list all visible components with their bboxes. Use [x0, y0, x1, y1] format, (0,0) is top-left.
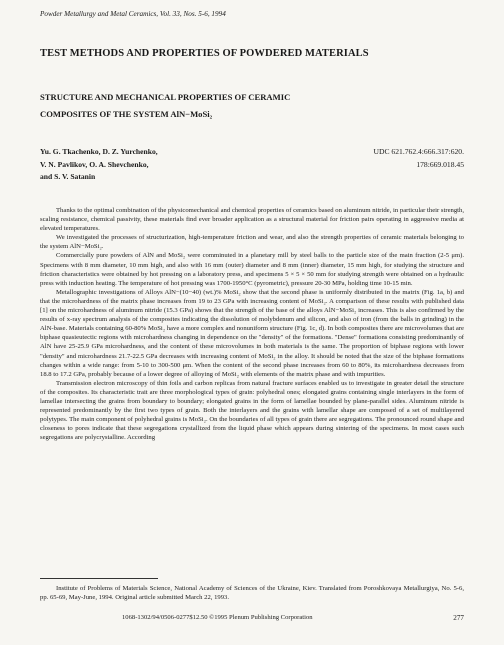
- page-number: 277: [453, 614, 464, 622]
- udc-line: UDC 621.762.4:666.317:620.: [373, 147, 464, 156]
- author-list: [40, 146, 158, 184]
- article-title: [40, 89, 290, 123]
- copyright-line: 1068-1302/94/0506-0277$12.50 ©1995 Plenum Publishing Corporation: [122, 614, 313, 621]
- body-paragraph: Transmission electron microscopy of thin foils and carbon replicas from natural fracture surfaces enabled us to investigate in greater detail the structure of the composites. Its characteristic trait are three morphological types of grain: polyhedral ones; elongated grains containing single interlayers in the form of lamellae intersecting the grains from boundary to boundary; elongated grains in the form of lamellae bounded by plane-parallel sides. Aluminum nitride is represented predominantly by the first two types of grain. Both the interlayers and the grains with lamellar shape are composed of a set of multilayered polytypes. The main component of polyhedral grains is MoSi₂. On the boundaries of all types of grain there are segregations. The pronounced round shape and closeness to pores indicate that these segregations crystallized from the liquid phase which appears during sintering of the specimens. In most cases such segregations are polycrystalline. According: [40, 379, 464, 442]
- journal-header: Powder Metallurgy and Metal Ceramics, Vol. 33, Nos. 5-6, 1994: [40, 10, 226, 18]
- author-line: Yu. G. Tkachenko, D. Z. Yurchenko,: [40, 147, 158, 156]
- body-paragraph: Commercially pure powders of AlN and MoSi₂ were comminuted in a planetary mill by steel balls to the particle size of the main fraction (2-5 μm). Specimens with 8 mm diameter, 10 mm high, and also with 16 mm (outer) diameter and 8 mm (inner) diameter, 15 mm high, for studying the structure and friction characteristics were obtained by hot pressing on a laboratory press, and specimens 5 × 5 × 50 mm for studying strength were obtained on a hydraulic press with induction heating. The temperature of hot pressing was 1700-1950°C (pyrometric), pressure 20-30 MPa, holding time 10-15 min.: [40, 252, 464, 287]
- article-body: [40, 206, 464, 442]
- author-line: V. N. Pavlikov, O. A. Shevchenko,: [40, 159, 149, 169]
- body-paragraph: Thanks to the optimal combination of the physicomechanical and chemical properties of ceramics based on aluminum nitride, in particular their strength, scaling resistance, chemical passivity, these materials find ever broader application as a structural material for friction pairs operating in aggressive media at elevated temperatures.: [40, 207, 464, 233]
- author-line: and S. V. Satanin: [40, 172, 96, 182]
- body-paragraph: We investigated the processes of structurization, high-temperature friction and wear, and also the strength properties of ceramic materials belonging to the system AlN−MoSi₂.: [40, 234, 464, 251]
- body-paragraph: Metallographic investigations of Alloys AlN−(10−40) (wt.)% MoSi₂ show that the second phase is uniformly distributed in the matrix (Fig. 1a, b) and that the microhardness of the matrix phase increases from 19 to 23 GPa with increasing content of MoSi₂. A comparison of these results with published data [1] on the microhardness of aluminum nitride (15.3 GPa) shows that the strength of the base of the alloys AlN−MoSi₂ increases. This is also confirmed by the results of x-ray spectrum analysis of the composites indicating the dissolution of molybdenum and silicon, and also of iron (from the balls in grinding) in the AlN-base. Materials containing 60-80% MoSi₂ have a more complex and nonuniform structure (Fig. 1c, d). In both composites there are microvolumes that are biphase quasieutectic regions with microhardness changing in dependence on the "density" of the formations. "Dense" formations consisting predominantly of AlN have 25-25.9 GPa microhardness, and the content of these microvolumes in both materials is the same. The proportion of biphase regions with lower "density" and microhardness 21.7-22.5 GPa decreases with increasing content of MoSi₂ in the alloy. It should be noted that the size of the biphase formations changes within a wide range: from 5-10 to 300-500 μm. When the content of the second phase increases from 60 to 80%, its microhardness decreases from 18.8 to 17.2 GPa, probably because of a lower degree of alloying of MoSi₂ with elements of the matrix phase and with impurities.: [40, 288, 464, 378]
- udc-line: 178:669.018.45: [416, 159, 464, 169]
- affiliation-footnote: Institute of Problems of Materials Science, National Academy of Sciences of the Ukraine, Kiev. Translated from Poroshkovaya Metallurgiya, No. 5-6, pp. 65-69, May-June, 1994. Original article submitted March 22, 1993.: [40, 585, 464, 602]
- article-title-line-2: COMPOSITES OF THE SYSTEM AlN−MoSi₂: [40, 109, 213, 119]
- section-title: TEST METHODS AND PROPERTIES OF POWDERED MATERIALS: [40, 48, 369, 59]
- udc-code: [374, 146, 465, 171]
- article-title-line-1: STRUCTURE AND MECHANICAL PROPERTIES OF CERAMIC: [40, 92, 291, 102]
- footnote-divider: [40, 578, 158, 579]
